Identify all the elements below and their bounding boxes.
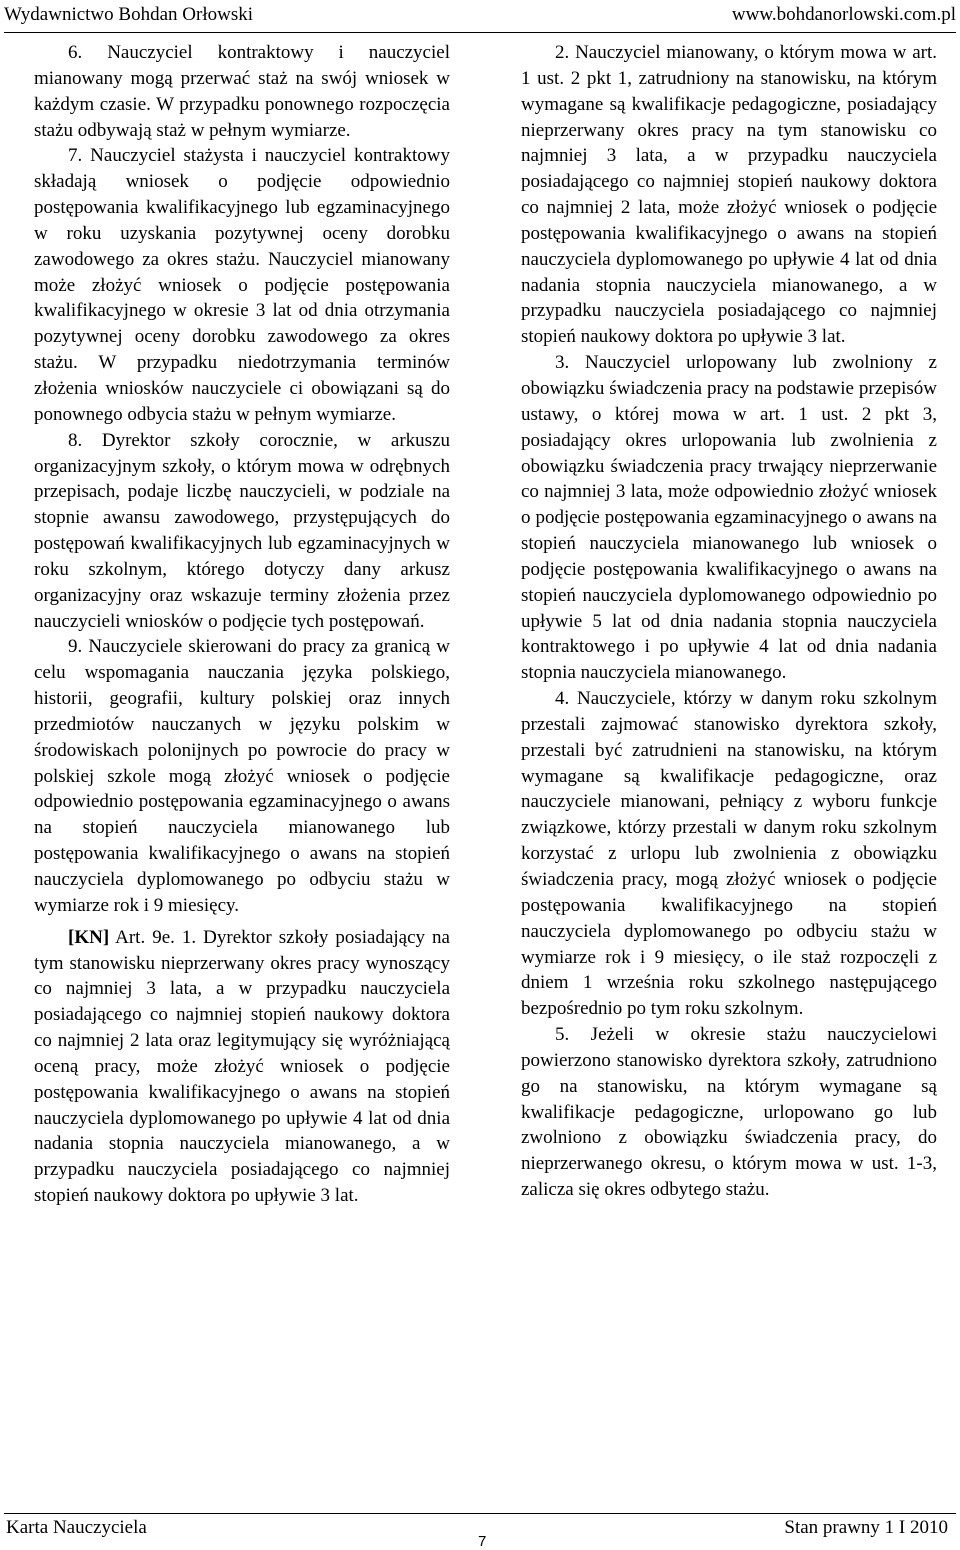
publisher-website[interactable]: www.bohdanorlowski.com.pl bbox=[731, 4, 956, 25]
footer-title: Karta Nauczyciela bbox=[6, 1517, 147, 1538]
page-number: 7 bbox=[478, 1533, 487, 1550]
article-9e-paragraph-1 bbox=[34, 925, 450, 1209]
page-footer bbox=[0, 1513, 960, 1549]
page-header bbox=[0, 0, 960, 30]
footer-rule bbox=[4, 1513, 956, 1514]
publisher-name: Wydawnictwo Bohdan Orłowski bbox=[4, 4, 253, 25]
left-column bbox=[34, 40, 450, 1209]
right-column bbox=[521, 40, 937, 1203]
paragraph-2: 2. Nauczyciel mianowany, o którym mowa w art. 1 ust. 2 pkt 1, zatrudniony na stanowisku, na którym wymagane są kwalifikacje pedagogiczne, posiadający nieprzerwany okres pracy na tym stanowisku co najmniej 3 lata, a w przypadku nauczyciela posiadającego co najmniej stopień naukowy doktora co najmniej 2 lata, może złożyć wniosek o podjęcie postępowania kwalifikacyjnego o awans na stopień nauczyciela dyplomowanego po upływie 4 lat od dnia nadania stopnia nauczyciela mianowanego, a w przypadku nauczyciela posiadającego co najmniej stopień naukowy doktora po upływie 3 lat. bbox=[521, 42, 937, 348]
paragraph-9: 9. Nauczyciele skierowani do pracy za granicą w celu wspomagania nauczania języka polskiego, historii, geografii, kultury polskiej oraz innych przedmiotów nauczanych w języku polskim w środowiskach polonijnych po powrocie do pracy w polskiej szkole mogą złożyć wniosek o podjęcie odpowiednio postępowania egzaminacyjnego o awans na stopień nauczyciela mianowanego lub postępowania kwalifikacyjnego o awans na stopień nauczyciela dyplomowanego po odbyciu stażu w wymiarze rok i 9 miesięcy. bbox=[34, 636, 450, 916]
paragraph-8: 8. Dyrektor szkoły corocznie, w arkuszu organizacyjnym szkoły, o którym mowa w odrębnych przepisach, podaje liczbę nauczycieli, w podziale na stopnie awansu zawodowego, przystępujących do postępowań kwalifikacyjnych lub egzaminacyjnych w roku szkolnym, którego dotyczy dany arkusz organizacyjny oraz wskazuje terminy złożenia przez nauczycieli wniosków o podjęcie tych postępowań. bbox=[34, 429, 450, 632]
article-9e-text: Art. 9e. 1. Dyrektor szkoły posiadający na tym stanowisku nieprzerwany okres pracy wynoszący co najmniej 3 lata, a w przypadku nauczyciela posiadającego co najmniej stopień naukowy doktora co najmniej 2 lata oraz legitymujący się wyróżniającą oceną pracy, może złożyć wniosek o podjęcie postępowania kwalifikacyjnego o awans na stopień nauczyciela dyplomowanego po upływie 4 lat od dnia nadania stopnia nauczyciela mianowanego, a w przypadku nauczyciela posiadającego co najmniej stopień naukowy doktora po upływie 3 lat. bbox=[34, 926, 450, 1207]
legal-status: Stan prawny 1 I 2010 bbox=[784, 1517, 948, 1538]
paragraph-4: 4. Nauczyciele, którzy w danym roku szkolnym przestali zajmować stanowisko dyrektora szkoły, przestali być zatrudnieni na stanowisku, na którym wymagane są kwalifikacje pedagogiczne, oraz nauczyciele mianowani, pełniący z wyboru funkcje związkowe, którzy przestali w danym roku szkolnym korzystać z urlopu lub zwolnienia z obowiązku świadczenia pracy, mogą złożyć wniosek o podjęcie postępowania kwalifikacyjnego na stopień nauczyciela dyplomowanego po odbyciu stażu w wymiarze rok i 9 miesięcy, o ile staż rozpoczęli z dniem 1 września roku szkolnego następującego bezpośrednio po tym roku szkolnym. bbox=[521, 688, 937, 1020]
paragraph-6: 6. Nauczyciel kontraktowy i nauczyciel mianowany mogą przerwać staż na swój wniosek w każdym czasie. W przypadku ponownego rozpoczęcia stażu odbywają staż w pełnym wymiarze. bbox=[34, 42, 450, 141]
paragraph-7: 7. Nauczyciel stażysta i nauczyciel kontraktowy składają wniosek o podjęcie odpowiednio postępowania kwalifikacyjnego lub egzaminacyjnego w roku uzyskania pozytywnej oceny dorobku zawodowego za okres stażu. Nauczyciel mianowany może złożyć wniosek o podjęcie postępowania kwalifikacyjnego w okresie 3 lat od dnia otrzymania pozytywnej oceny dorobku zawodowego za okres stażu. W przypadku niedotrzymania terminów złożenia wniosków nauczyciele ci obowiązani są do ponownego odbycia stażu w pełnym wymiarze. bbox=[34, 145, 450, 425]
paragraph-5: 5. Jeżeli w okresie stażu nauczycielowi powierzono stanowisko dyrektora szkoły, zatrudniono go na stanowisku, na którym wymagane są kwalifikacje pedagogiczne, urlopowano go lub zwolniono z obowiązku świadczenia pracy, do nieprzerwanego okresu, o którym mowa w ust. 1-3, zalicza się okres odbytego stażu. bbox=[521, 1024, 937, 1201]
header-rule bbox=[4, 32, 956, 33]
kn-tag: [KN] bbox=[68, 926, 110, 948]
paragraph-3: 3. Nauczyciel urlopowany lub zwolniony z obowiązku świadczenia pracy na podstawie przepisów ustawy, o której mowa w art. 1 ust. 2 pkt 3, posiadający okres urlopowania lub zwolnienia z obowiązku świadczenia pracy trwający nieprzerwanie co najmniej 3 lata, może odpowiednio złożyć wniosek o podjęcie postępowania egzaminacyjnego o awans na stopień nauczyciela mianowanego lub wniosek o podjęcie postępowania kwalifikacyjnego o awans na stopień nauczyciela dyplomowanego odpowiednio po upływie 5 lat od dnia nadania stopnia nauczyciela kontraktowego i po upływie 4 lat od dnia nadania stopnia nauczyciela mianowanego. bbox=[521, 352, 937, 684]
